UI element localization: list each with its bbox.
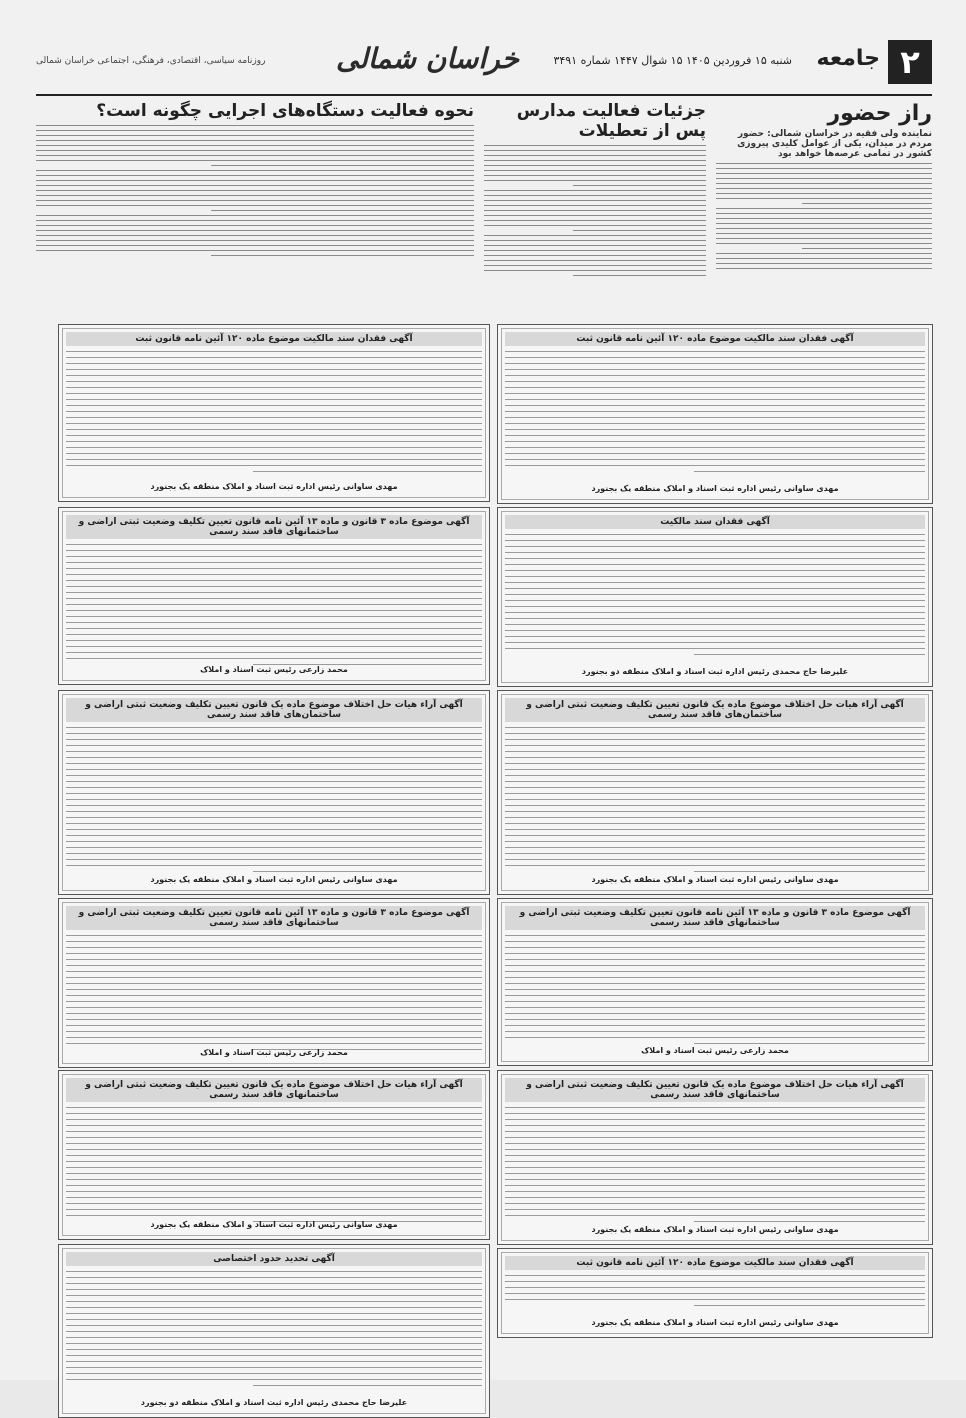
ad-body (505, 727, 925, 872)
article-body (716, 163, 932, 269)
ad-signer: مهدی ساوانی رئیس اداره ثبت اسناد و املاک منطقه یک بجنورد (150, 1220, 398, 1229)
article-body (36, 125, 474, 256)
ad-signer: مهدی ساوانی رئیس اداره ثبت اسناد و املاک منطقه یک بجنورد (591, 484, 839, 493)
legal-ad-box (58, 1070, 490, 1240)
ad-title: آگهی موضوع ماده ۳ قانون و ماده ۱۳ آئین نامه قانون تعیین تکلیف وضعیت ثبتی اراضی و ساختمانهای فاقد سند رسمی (66, 515, 482, 539)
ad-title: آگهی فقدان سند مالکیت موضوع ماده ۱۲۰ آئین نامه قانون ثبت (505, 1256, 925, 1270)
date-line: شنبه ۱۵ فروردین ۱۴۰۵ ۱۵ شوال ۱۴۴۷ شماره ۳۴۹۱ (553, 54, 792, 67)
ad-signer: مهدی ساوانی رئیس اداره ثبت اسناد و املاک منطقه یک بجنورد (150, 875, 398, 884)
ad-body (505, 1275, 925, 1306)
article-headline: نحوه فعالیت دستگاه‌های اجرایی چگونه است؟ (96, 101, 474, 121)
legal-ad-box (497, 1070, 933, 1245)
legal-ad-box (58, 1244, 490, 1418)
article-headline: جزئیات فعالیت مدارس پس از تعطیلات (516, 101, 706, 141)
article-body (484, 145, 706, 276)
ad-body (66, 1271, 482, 1386)
ad-signer: مهدی ساوانی رئیس اداره ثبت اسناد و املاک منطقه یک بجنورد (591, 875, 839, 884)
article-raz-hozoor (716, 101, 932, 321)
ad-signer: مهدی ساوانی رئیس اداره ثبت اسناد و املاک منطقه یک بجنورد (150, 482, 398, 491)
legal-ad-box (497, 690, 933, 895)
ad-signer: مهدی ساوانی رئیس اداره ثبت اسناد و املاک منطقه یک بجنورد (591, 1318, 839, 1327)
ad-title: آگهی آراء هیات حل اختلاف موضوع ماده یک قانون تعیین تکلیف وضعیت ثبتی اراضی و ساختمان‌های فاقد سند رسمی (505, 698, 925, 722)
article-headline: راز حضور (827, 101, 932, 126)
legal-ad-box (497, 324, 933, 504)
legal-ad-box (58, 690, 490, 895)
tagline: روزنامه سیاسی، اقتصادی، فرهنگی، اجتماعی خراسان شمالی (36, 56, 266, 66)
ad-body (66, 544, 482, 665)
ad-signer: علیرضا حاج محمدی رئیس اداره ثبت اسناد و املاک منطقه دو بجنورد (140, 1398, 408, 1407)
ad-body (505, 1107, 925, 1222)
ad-signer: محمد زارعی رئیس ثبت اسناد و املاک (641, 1046, 789, 1055)
ad-title: آگهی موضوع ماده ۳ قانون و ماده ۱۳ آئین نامه قانون تعیین تکلیف وضعیت ثبتی اراضی و ساختمانهای فاقد سند رسمی (505, 906, 925, 930)
newspaper-logo: خراسان شمالی (336, 42, 519, 75)
ad-title: آگهی آراء هیات حل اختلاف موضوع ماده یک قانون تعیین تکلیف وضعیت ثبتی اراضی و ساختمانهای فاقد سند رسمی (66, 1078, 482, 1102)
legal-ad-box (58, 898, 490, 1068)
legal-ad-box (58, 324, 490, 502)
legal-ad-box (58, 507, 490, 685)
legal-ad-box (497, 507, 933, 687)
ad-body (66, 727, 482, 872)
article-sub: نماینده ولی فقیه در خراسان شمالی: حضور مردم در میدان، یکی از عوامل کلیدی پیروزی کشور در تمامی عرصه‌ها خواهد بود (737, 129, 932, 159)
ad-title: آگهی آراء هیات حل اختلاف موضوع ماده یک قانون تعیین تکلیف وضعیت ثبتی اراضی و ساختمان‌های فاقد سند رسمی (66, 698, 482, 722)
ad-title: آگهی فقدان سند مالکیت موضوع ماده ۱۲۰ آئین نامه قانون ثبت (505, 332, 925, 346)
page-number: ۲ (888, 40, 932, 84)
ad-body (505, 534, 925, 655)
ad-title: آگهی فقدان سند مالکیت موضوع ماده ۱۲۰ آئین نامه قانون ثبت (66, 332, 482, 346)
ad-body (66, 1107, 482, 1222)
ad-body (505, 351, 925, 472)
article-agencies (36, 101, 474, 321)
ad-signer: محمد زارعی رئیس ثبت اسناد و املاک (200, 665, 348, 674)
ad-body (505, 935, 925, 1044)
section-title: جامعه (816, 46, 880, 71)
legal-ad-box (497, 1248, 933, 1338)
ad-body (66, 935, 482, 1050)
masthead (36, 36, 932, 96)
top-articles (36, 101, 932, 321)
ad-title: آگهی آراء هیات حل اختلاف موضوع ماده یک قانون تعیین تکلیف وضعیت ثبتی اراضی و ساختمانهای فاقد سند رسمی (505, 1078, 925, 1102)
ad-title: آگهی فقدان سند مالکیت (505, 515, 925, 529)
ad-title: آگهی موضوع ماده ۳ قانون و ماده ۱۳ آئین نامه قانون تعیین تکلیف وضعیت ثبتی اراضی و ساختمانهای فاقد سند رسمی (66, 906, 482, 930)
ad-signer: محمد زارعی رئیس ثبت اسناد و املاک (200, 1048, 348, 1057)
ad-signer: مهدی ساوانی رئیس اداره ثبت اسناد و املاک منطقه یک بجنورد (591, 1225, 839, 1234)
ad-signer: علیرضا حاج محمدی رئیس اداره ثبت اسناد و املاک منطقه دو بجنورد (581, 667, 849, 676)
ad-title: آگهی تحدید حدود اختصاصی (66, 1252, 482, 1266)
legal-ad-box (497, 898, 933, 1066)
ad-body (66, 351, 482, 472)
article-schools (484, 101, 706, 321)
